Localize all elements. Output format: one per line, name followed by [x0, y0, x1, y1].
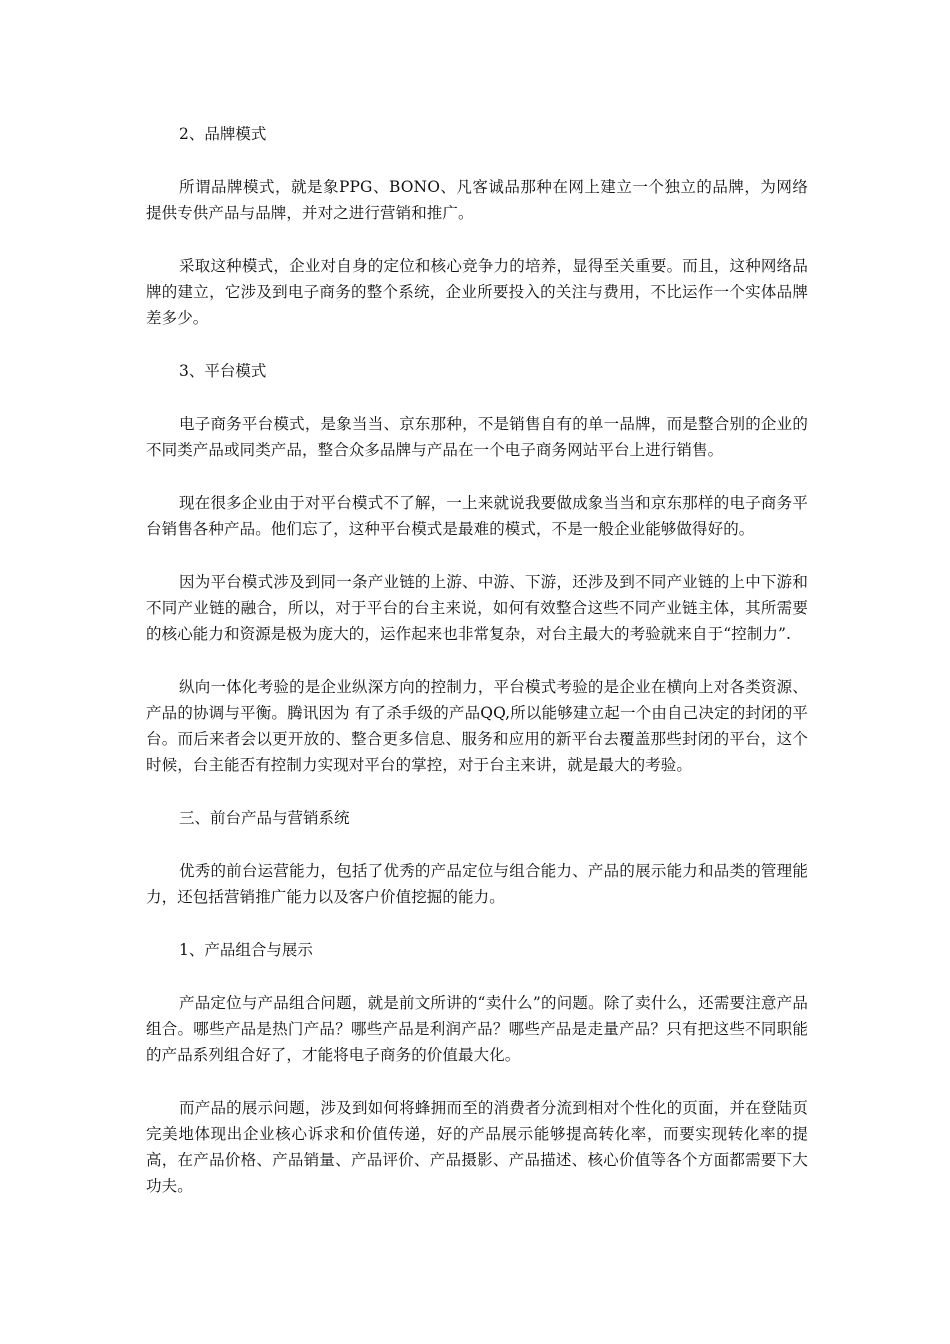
document-page [146, 121, 808, 1226]
paragraph-brand-definition: 所谓品牌模式，就是象PPG、BONO、凡客诚品那种在网上建立一个独立的品牌，为网络提供专供产品与品牌，并对之进行营销和推广。 [146, 178, 808, 222]
section-heading-brand-mode: 2、品牌模式 [179, 125, 267, 143]
paragraph-platform-control: 因为平台模式涉及到同一条产业链的上游、中游、下游，还涉及到不同产业链的上中下游和不同产业链的融合，所以，对于平台的台主来说，如何有效整合这些不同产业链主体，其所需要的核心能力和资源是极为庞大的，运作起来也非常复杂，对台主最大的考验就来自于“控制力”. [146, 573, 808, 643]
paragraph-brand-positioning: 采取这种模式，企业对自身的定位和核心竞争力的培养，显得至关重要。而且，这种网络品牌的建立，它涉及到电子商务的整个系统，企业所要投入的关注与费用，不比运作一个实体品牌差多少。 [146, 257, 808, 327]
paragraph-product-display: 而产品的展示问题，涉及到如何将蜂拥而至的消费者分流到相对个性化的页面，并在登陆页完美地体现出企业核心诉求和价值传递，好的产品展示能够提高转化率，而要实现转化率的提高，在产品价格、产品销量、产品评价、产品摄影、产品描述、核心价值等各个方面都需要下大功夫。 [146, 1099, 808, 1195]
section-heading-product-portfolio: 1、产品组合与展示 [179, 941, 313, 959]
paragraph-product-portfolio: 产品定位与产品组合问题，就是前文所讲的“卖什么”的问题。除了卖什么，还需要注意产品组合。哪些产品是热门产品？哪些产品是利润产品？哪些产品是走量产品？只有把这些不同职能的产品系列组合好了，才能将电子商务的价值最大化。 [146, 994, 808, 1064]
paragraph-platform-definition: 电子商务平台模式，是象当当、京东那种，不是销售自有的单一品牌，而是整合别的企业的不同类产品或同类产品，整合众多品牌与产品在一个电子商务网站平台上进行销售。 [146, 415, 808, 459]
paragraph-platform-misunderstanding: 现在很多企业由于对平台模式不了解，一上来就说我要做成象当当和京东那样的电子商务平台销售各种产品。他们忘了，这种平台模式是最难的模式，不是一般企业能够做得好的。 [146, 494, 808, 538]
section-heading-frontend-marketing: 三、前台产品与营销系统 [179, 809, 350, 827]
paragraph-frontend-capability: 优秀的前台运营能力，包括了优秀的产品定位与组合能力、产品的展示能力和品类的管理能力，还包括营销推广能力以及客户价值挖掘的能力。 [146, 862, 808, 906]
section-heading-platform-mode: 3、平台模式 [179, 362, 267, 380]
paragraph-vertical-integration: 纵向一体化考验的是企业纵深方向的控制力，平台模式考验的是企业在横向上对各类资源、产品的协调与平衡。腾讯因为 有了杀手级的产品QQ,所以能够建立起一个由自己决定的封闭的平台。而后来者会以更开放的、整合更多信息、服务和应用的新平台去覆盖那些封闭的平台，这个 时候，台主能否有控制力实现对平台的掌控，对于台主来讲，就是最大的考验。 [146, 678, 808, 774]
